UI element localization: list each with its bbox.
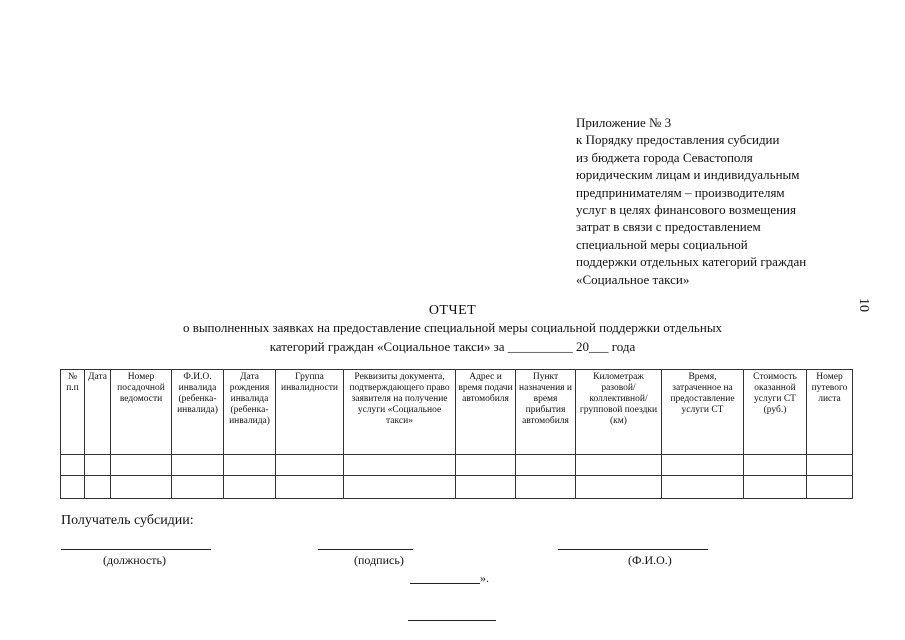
- table-row: [61, 476, 853, 499]
- report-title: ОТЧЕТ: [428, 303, 477, 318]
- full-name-line: [558, 549, 708, 550]
- table-cell: [111, 455, 172, 476]
- table-cell: [224, 455, 276, 476]
- appendix-line: из бюджета города Севастополя: [576, 149, 753, 165]
- full-name-label: (Ф.И.О.): [628, 553, 672, 567]
- header-number: № п.п: [61, 370, 85, 455]
- header-pickup-address: Адрес и время подачи автомобиля: [456, 370, 516, 455]
- appendix-line: предпринимателям – производителям: [576, 184, 785, 200]
- page-number: 10: [856, 298, 871, 312]
- table-cell: [516, 455, 576, 476]
- header-cost: Стоимость оказанной услуги СТ (руб.): [744, 370, 807, 455]
- appendix-line: юридическим лицам и индивидуальным: [576, 167, 800, 183]
- table-cell: [744, 455, 807, 476]
- header-date: Дата: [85, 370, 111, 455]
- table-cell: [662, 455, 744, 476]
- table-cell: [276, 455, 344, 476]
- position-line: [61, 549, 211, 550]
- table-cell: [576, 476, 662, 499]
- recipient-label: Получатель субсидии:: [61, 513, 194, 528]
- table-cell: [172, 476, 224, 499]
- appendix-line: услуг в целях финансового возмещения: [576, 202, 796, 218]
- header-full-name: Ф.И.О. инвалида (ребенка-инвалида): [172, 370, 224, 455]
- date-suffix: ».: [480, 571, 489, 585]
- appendix-line: затрат в связи с предоставлением: [576, 219, 761, 235]
- table-cell: [744, 476, 807, 499]
- table-cell: [85, 476, 111, 499]
- table-cell: [61, 455, 85, 476]
- header-disability-group: Группа инвалидности: [276, 370, 344, 455]
- table-cell: [344, 455, 456, 476]
- table-cell: [456, 455, 516, 476]
- appendix-line: «Социальное такси»: [576, 271, 690, 287]
- table-cell: [576, 455, 662, 476]
- table-cell: [85, 455, 111, 476]
- table-cell: [61, 476, 85, 499]
- bottom-line: [408, 620, 496, 621]
- table-cell: [111, 476, 172, 499]
- header-service-time: Время, затраченное на предоставление услуги СТ: [662, 370, 744, 455]
- signature-line: [318, 549, 413, 550]
- report-subtitle-line2: категорий граждан «Социальное такси» за __________ 20___ года: [269, 339, 636, 354]
- header-birth-date: Дата рождения инвалида (ребенка-инвалида): [224, 370, 276, 455]
- appendix-line: специальной меры социальной: [576, 236, 748, 252]
- table-cell: [807, 455, 853, 476]
- appendix-line: поддержки отдельных категорий граждан: [576, 254, 807, 270]
- table-cell: [456, 476, 516, 499]
- appendix-line: к Порядку предоставления субсидии: [576, 132, 780, 148]
- table-cell: [224, 476, 276, 499]
- table-cell: [344, 476, 456, 499]
- table-cell: [276, 476, 344, 499]
- report-table: [60, 369, 853, 499]
- date-line: [410, 583, 480, 584]
- table-row: [61, 455, 853, 476]
- table-cell: [516, 476, 576, 499]
- position-label: (должность): [103, 553, 166, 567]
- header-document-details: Реквизиты документа, подтверждающего право заявителя на получение услуги «Социальное такси»: [344, 370, 456, 455]
- header-mileage: Километраж разовой/ коллективной/ групповой поездки (км): [576, 370, 662, 455]
- table-cell: [807, 476, 853, 499]
- report-subtitle-line1: о выполненных заявках на предоставление специальной меры социальной поддержки отдельных: [182, 320, 723, 335]
- header-boarding-sheet: Номер посадочной ведомости: [111, 370, 172, 455]
- signature-label: (подпись): [354, 553, 404, 567]
- header-waybill-number: Номер путевого листа: [807, 370, 853, 455]
- appendix-line: Приложение № 3: [576, 115, 672, 130]
- table-cell: [662, 476, 744, 499]
- table-header-row: [61, 370, 853, 455]
- table-cell: [172, 455, 224, 476]
- header-destination: Пункт назначения и время прибытия автомобиля: [516, 370, 576, 455]
- appendix-block: [576, 114, 876, 288]
